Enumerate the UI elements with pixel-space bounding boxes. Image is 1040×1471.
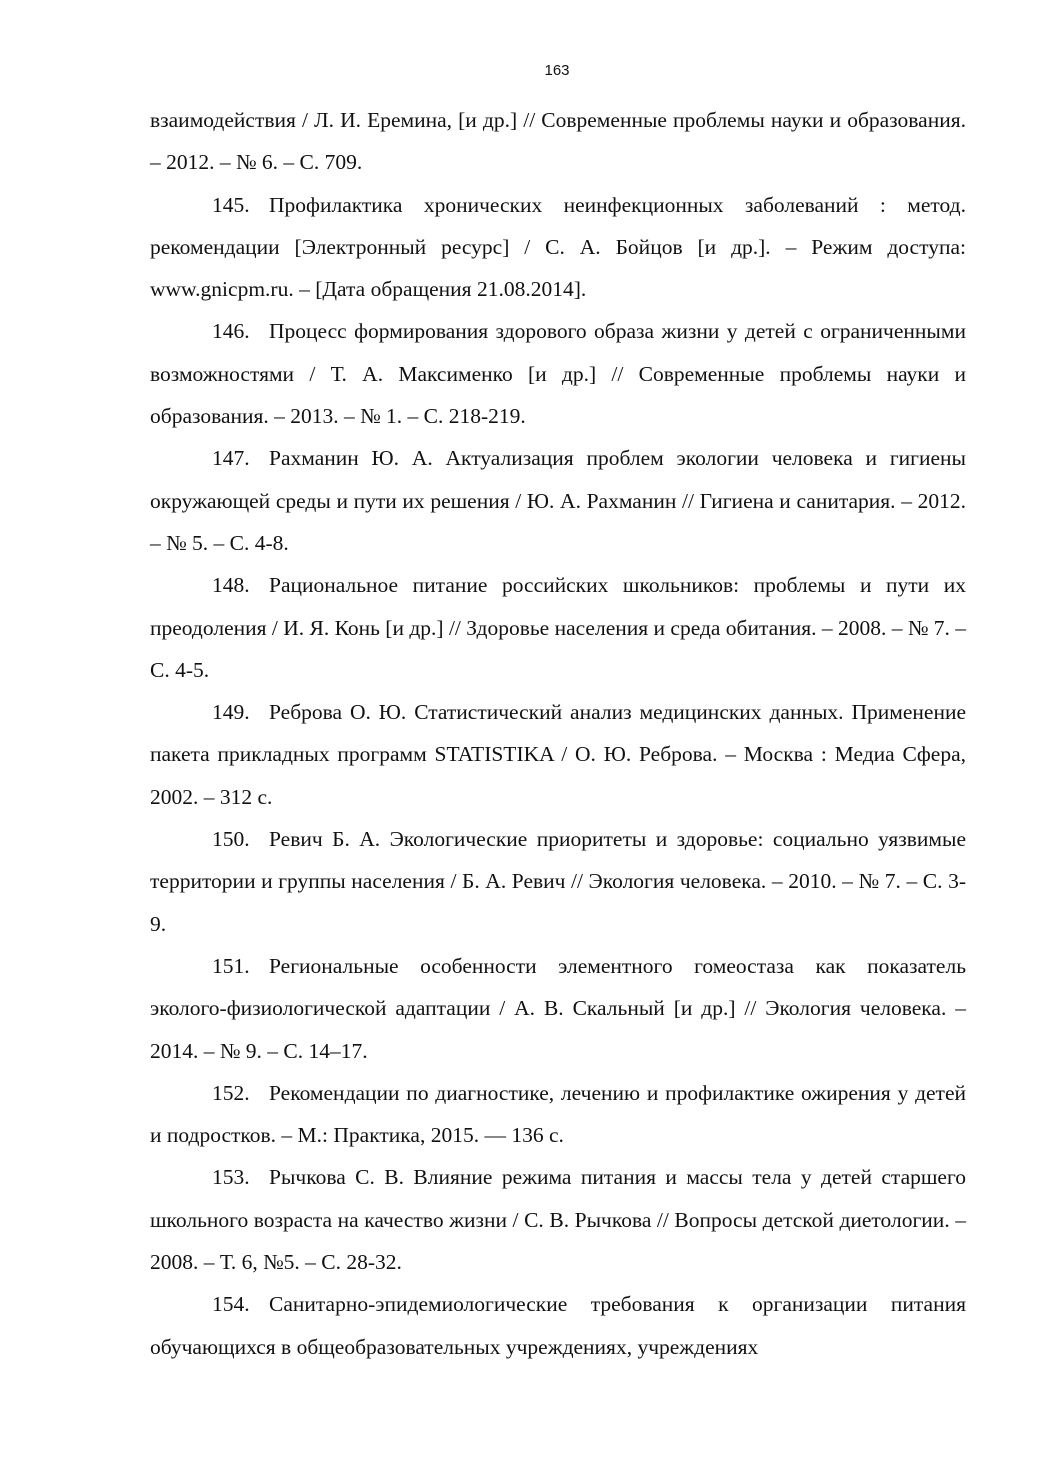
reference-number: 149. (212, 700, 250, 725)
reference-number: 152. (212, 1080, 250, 1105)
reference-text: Региональные особенности элементного гомеостаза как показатель эколого-физиологической адаптации / А. В. Скальный [и др.] // Экология человека. – 2014. – № 9. – С. 14–17. (150, 953, 966, 1063)
reference-item-147 (150, 437, 966, 564)
reference-item-152 (150, 1072, 966, 1157)
reference-item-154 (150, 1283, 966, 1368)
reference-item-149 (150, 691, 966, 818)
reference-text: Ревич Б. А. Экологические приоритеты и здоровье: социально уязвимые территории и группы населения / Б. А. Ревич // Экология человека. – 2010. – № 7. – С. 3-9. (150, 827, 966, 936)
reference-number: 145. (212, 192, 250, 217)
reference-text: Рычкова С. В. Влияние режима питания и массы тела у детей старшего школьного возраста на качество жизни / С. В. Рычкова // Вопросы детской диетологии. – 2008. – Т. 6, №5. – С. 28-32. (150, 1165, 966, 1275)
reference-number: 154. (212, 1292, 250, 1317)
reference-text: Рациональное питание российских школьников: проблемы и пути их преодоления / И. Я. Конь [и др.] // Здоровье населения и среда обитания. – 2008. – № 7. – С. 4-5. (150, 573, 966, 682)
reference-text: Рахманин Ю. А. Актуализация проблем экологии человека и гигиены окружающей среды и пути их решения / Ю. А. Рахманин // Гигиена и санитария. – 2012. – № 5. – С. 4-8. (150, 446, 966, 555)
reference-item-150 (150, 818, 966, 945)
reference-item-153 (150, 1156, 966, 1283)
reference-text: Санитарно-эпидемиологические требования к организации питания обучающихся в общеобразовательных учреждениях, учреждениях (150, 1292, 966, 1359)
reference-text: Профилактика хронических неинфекционных заболеваний : метод. рекомендации [Электронный ресурс] / С. А. Бойцов [и др.]. – Режим доступа: www.gnicpm.ru. – [Дата обращения 21.08.2014]. (150, 192, 966, 302)
reference-item-148 (150, 564, 966, 691)
reference-text: Процесс формирования здорового образа жизни у детей с ограниченными возможностями / Т. А. Максименко [и др.] // Современные проблемы науки и образования. – 2013. – № 1. – С. 218-219. (150, 319, 966, 429)
reference-number: 153. (212, 1165, 250, 1190)
reference-text: Реброва О. Ю. Статистический анализ медицинских данных. Применение пакета прикладных программ STATISTIKA / О. Ю. Реброва. – Москва : Медиа Сфера, 2002. – 312 с. (150, 700, 966, 809)
reference-number: 151. (212, 953, 250, 978)
reference-number: 150. (212, 827, 250, 852)
page-number: 163 (544, 62, 570, 79)
reference-item-145 (150, 184, 966, 311)
reference-number: 148. (212, 573, 250, 598)
reference-number: 146. (212, 319, 250, 344)
reference-item-151 (150, 945, 966, 1072)
reference-item-146 (150, 310, 966, 437)
reference-continuation: взаимодействия / Л. И. Еремина, [и др.] // Современные проблемы науки и образования. – 2012. – № 6. – С. 709. (150, 108, 966, 175)
reference-list (150, 99, 966, 1368)
reference-number: 147. (212, 446, 250, 471)
reference-text: Рекомендации по диагностике, лечению и профилактике ожирения у детей и подростков. – М.: Практика, 2015. — 136 с. (150, 1080, 966, 1148)
